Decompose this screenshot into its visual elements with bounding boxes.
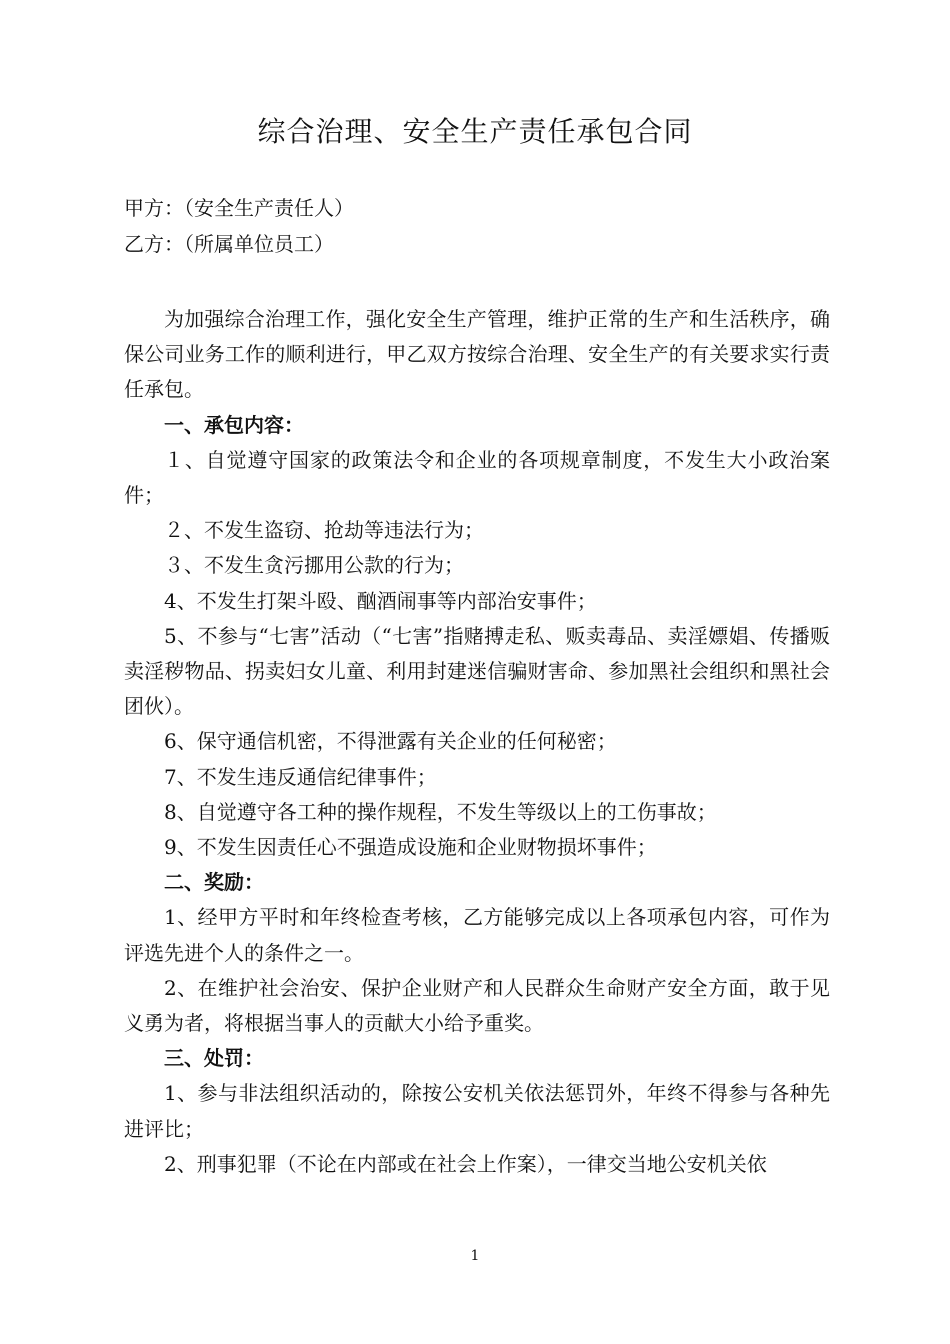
party-a-line: 甲方：（安全生产责任人）	[124, 196, 354, 220]
intro-paragraph: 为加强综合治理工作，强化安全生产管理，维护正常的生产和生活秩序，确保公司业务工作的顺利进行，甲乙双方按综合治理、安全生产的有关要求实行责任承包。	[124, 307, 830, 402]
contract-item: 4、不发生打架斗殴、酗酒闹事等内部治安事件；	[164, 588, 597, 613]
contract-item: 8、自觉遵守各工种的操作规程，不发生等级以上的工伤事故；	[164, 799, 717, 824]
contract-item: ３、不发生贪污挪用公款的行为；	[164, 553, 464, 578]
party-b-line: 乙方：（所属单位员工）	[124, 232, 334, 256]
contract-item: 5、不参与“七害”活动（“七害”指赌搏走私、贩卖毒品、卖淫嫖娼、传播贩卖淫秽物品、拐卖妇女儿童、利用封建迷信骗财害命、参加黑社会组织和黑社会团伙）。	[124, 623, 830, 719]
section-heading-penalties: 三、处罚：	[164, 1046, 264, 1071]
section-heading-contract-content: 一、承包内容：	[164, 412, 304, 437]
page-number: 1	[470, 1248, 480, 1264]
contract-item: 6、保守通信机密，不得泄露有关企业的任何秘密；	[164, 729, 617, 754]
contract-item: １、自觉遵守国家的政策法令和企业的各项规章制度，不发生大小政治案件；	[124, 447, 830, 508]
section-heading-rewards: 二、奖励：	[164, 870, 264, 895]
contract-item: 9、不发生因责任心不强造成设施和企业财物损坏事件；	[164, 835, 657, 860]
document-title: 综合治理、安全生产责任承包合同	[257, 115, 693, 148]
reward-item: 1、经甲方平时和年终检查考核，乙方能够完成以上各项承包内容，可作为评选先进个人的条件之一。	[124, 905, 830, 965]
parties-block	[124, 190, 834, 262]
contract-item: 7、不发生违反通信纪律事件；	[164, 764, 437, 789]
reward-item: 2、在维护社会治安、保护企业财产和人民群众生命财产安全方面，敢于见义勇为者，将根据当事人的贡献大小给予重奖。	[124, 975, 830, 1036]
contract-body	[124, 302, 830, 1182]
contract-item: ２、不发生盗窃、抢劫等违法行为；	[164, 518, 484, 543]
penalty-item: 1、参与非法组织活动的，除按公安机关依法惩罚外，年终不得参与各种先进评比；	[124, 1081, 830, 1141]
penalty-item: 2、刑事犯罪（不论在内部或在社会上作案），一律交当地公安机关依	[164, 1151, 767, 1176]
